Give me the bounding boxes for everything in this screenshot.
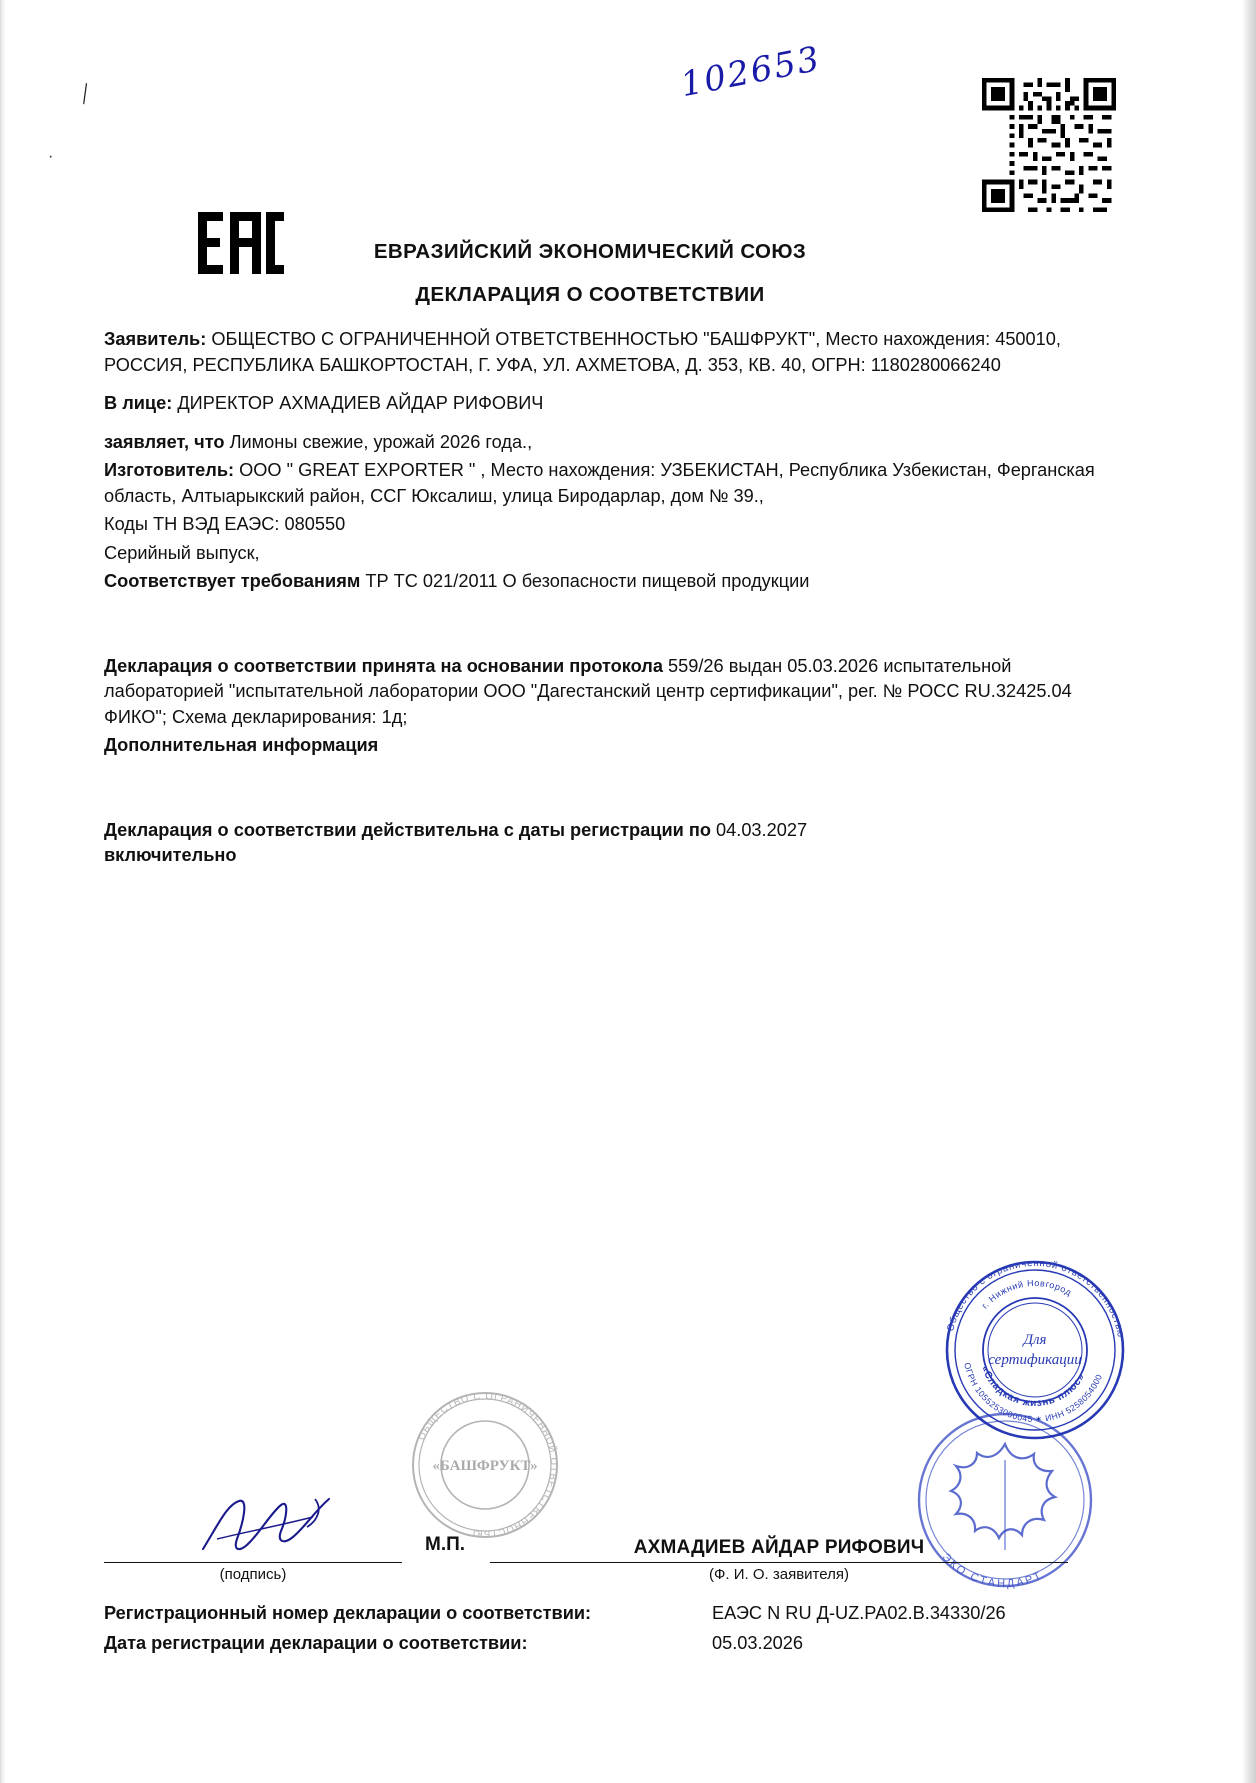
- declarant-text: ОБЩЕСТВО С ОГРАНИЧЕННОЙ ОТВЕТСТВЕННОСТЬЮ "БАШФРУКТ", Место нахождения: 450010, РОССИЯ, РЕСПУБЛИКА БАШКОРТОСТАН, Г. УФА, УЛ. АХМЕТОВА, Д. 353, КВ. 40, ОГРН: 1180280066240: [104, 329, 1061, 375]
- svg-text:сертификации: сертификации: [988, 1352, 1082, 1368]
- declares-label: заявляет, что: [104, 431, 225, 452]
- svg-text:г. Нижний Новгород: г. Нижний Новгород: [979, 1277, 1074, 1311]
- pen-tick-mark-2: ·: [48, 148, 54, 165]
- registration-date-row: [104, 1628, 1164, 1658]
- svg-text:Общество с ограниченной ответс: Общество с ограниченной ответственностью: [945, 1257, 1127, 1339]
- sheet-edge-left: [0, 0, 6, 1783]
- basis-text: 559/26 выдан 05.03.2026 испытательной лабораторией "испытательной лаборатории ООО "Дагестанский центр сертификации", рег. № РОСС RU.32425.04 ФИКО"; Схема декларирования: 1д;: [104, 655, 1072, 727]
- stamp-certification-blue: [935, 1250, 1135, 1450]
- signature-line-right: [490, 1562, 1068, 1563]
- svg-text:ЭКО СТАНДАРТ: ЭКО СТАНДАРТ: [939, 1551, 1045, 1591]
- header-union-title: ЕВРАЗИЙСКИЙ ЭКОНОМИЧЕСКИЙ СОЮЗ: [373, 240, 807, 263]
- stamp-bashfrukt-center: «БАШФРУКТ»: [432, 1458, 538, 1474]
- svg-text:ОБЩЕСТВО С ОГРАНИЧЕННОЙ ОТВЕТС: ОБЩЕСТВО С ОГРАНИЧЕННОЙ ОТВЕТСТВЕННОСТЬЮ: [416, 1390, 560, 1540]
- header-declaration-title: ДЕКЛАРАЦИЯ О СООТВЕТСТВИИ: [415, 283, 765, 306]
- validity-label: Декларация о соответствии действительна с даты регистрации по: [104, 819, 711, 840]
- svg-text:«Сладкая жизнь плюс»: «Сладкая жизнь плюс»: [978, 1364, 1088, 1410]
- conformity-text: ТР ТС 021/2011 О безопасности пищевой продукции: [365, 571, 810, 591]
- registration-block: [104, 1598, 1164, 1658]
- pen-tick-mark-1: ╲: [75, 84, 94, 105]
- declares-paragraph: [104, 430, 1104, 456]
- basis-paragraph: [104, 654, 1104, 731]
- stamp-bashfrukt: [395, 1375, 575, 1555]
- manufacturer-paragraph: [104, 458, 1104, 509]
- signature-caption: (подпись): [219, 1566, 287, 1583]
- declaration-body: [104, 327, 1104, 872]
- manufacturer-text: ООО " GREAT EXPORTER " , Место нахождения: УЗБЕКИСТАН, Республика Узбекистан, Ферганская область, Алтыарыкский район, ССГ Юксалиш, улица Биродарлар, дом № 39.,: [104, 460, 1095, 506]
- registration-date-label: Дата регистрации декларации о соответствии:: [104, 1633, 528, 1653]
- handwritten-number: 102653: [677, 38, 825, 106]
- represented-by-text: ДИРЕКТОР АХМАДИЕВ АЙДАР РИФОВИЧ: [177, 393, 544, 413]
- additional-info-label: Дополнительная информация: [104, 735, 379, 755]
- validity-suffix: включительно: [104, 845, 237, 865]
- qr-code: [982, 78, 1116, 212]
- declarant-paragraph: [104, 327, 1104, 378]
- mp-label: М.П.: [425, 1534, 466, 1555]
- declares-text: Лимоны свежие, урожай 2026 года.,: [229, 431, 533, 452]
- conformity-paragraph: [104, 569, 1104, 595]
- svg-text:Для: Для: [1023, 1332, 1047, 1348]
- conformity-label: Соответствует требованиям: [104, 571, 361, 591]
- registration-number-value: ЕАЭС N RU Д-UZ.РА02.В.34330/26: [712, 1603, 1006, 1623]
- signer-name: АХМАДИЕВ АЙДАР РИФОВИЧ: [633, 1537, 925, 1558]
- basis-label: Декларация о соответствии принята на основании протокола: [104, 655, 663, 676]
- represented-by-label: В лице:: [104, 393, 173, 413]
- declarant-label: Заявитель:: [104, 329, 207, 349]
- manufacturer-label: Изготовитель:: [104, 460, 235, 480]
- svg-text:ОГРН 1055253000045 ✶ ИНН 5: ОГРН 1055253000045 ✶ ИНН 5258054000: [962, 1361, 1105, 1425]
- registration-number-row: [104, 1598, 1164, 1628]
- sheet-edge-right: [1242, 0, 1256, 1783]
- registration-date-value: 05.03.2026: [712, 1633, 804, 1653]
- registration-number-label: Регистрационный номер декларации о соответствии:: [104, 1603, 592, 1623]
- represented-by-paragraph: [104, 391, 1104, 417]
- codes-paragraph: Коды ТН ВЭД ЕАЭС: 080550: [104, 514, 346, 534]
- signature-line-left: [104, 1562, 402, 1563]
- validity-paragraph: [104, 818, 1104, 869]
- fio-caption: (Ф. И. О. заявителя): [709, 1566, 849, 1583]
- validity-date: 04.03.2027: [716, 819, 808, 840]
- handwritten-signature: [195, 1487, 355, 1567]
- issue-paragraph: Серийный выпуск,: [104, 542, 260, 563]
